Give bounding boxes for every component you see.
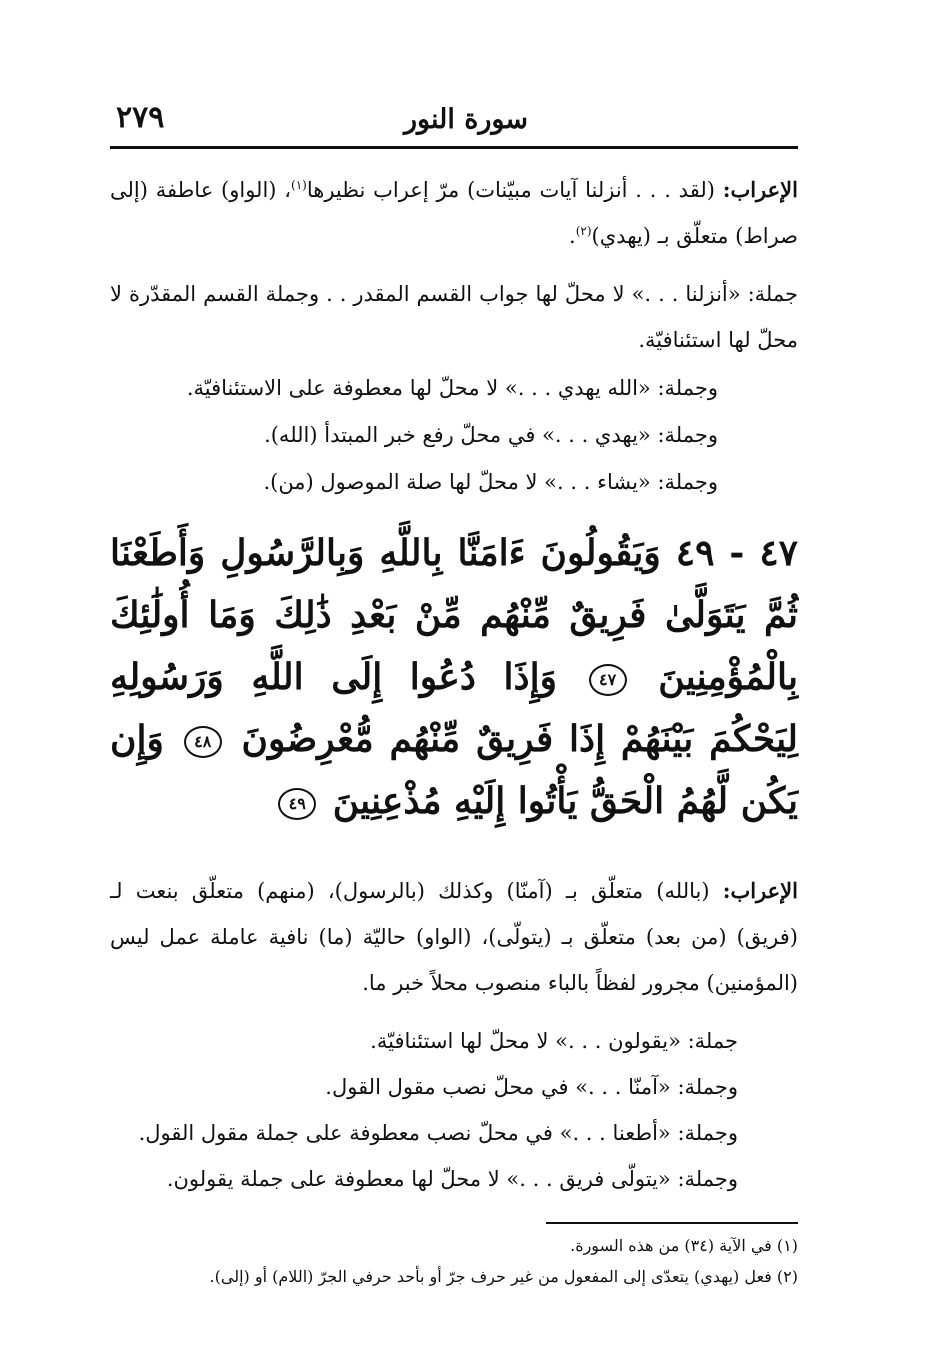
verse-number-marker: ٤٨	[184, 726, 222, 758]
verse-text: وَإِذَا دُعُوا إِلَى اللَّهِ وَرَسُولِهِ لِيَحْكُمَ بَيْنَهُمْ إِذَا فَرِيقٌ مِّنْهُم مُّعْرِضُونَ	[110, 656, 798, 760]
irab-text: .	[569, 224, 576, 248]
footnote-ref-1: (١)	[291, 178, 307, 192]
list-item: وجملة: «آمنّا . . .» في محلّ نصب مقول القول.	[325, 1075, 738, 1099]
surah-title: سورة النور	[403, 104, 528, 135]
verse-text: وَيَقُولُونَ ءَامَنَّا بِاللَّهِ وَبِالرَّسُولِ وَأَطَعْنَا ثُمَّ يَتَوَلَّىٰ فَرِيقٌ مِّنْهُم مِّنْ بَعْدِ ذَٰلِكَ وَمَا أُولَٰئِكَ بِالْمُؤْمِنِينَ	[110, 532, 798, 698]
list-item: وجملة: «أطعنا . . .» في محلّ نصب معطوفة على جملة مقول القول.	[138, 1121, 738, 1145]
jumla-list-1	[110, 365, 718, 506]
footnote-divider	[546, 1222, 798, 1224]
irab-paragraph-1	[110, 167, 798, 259]
list-item: وجملة: «الله يهدي . . .» لا محلّ لها معطوفة على الاستئنافيّة.	[186, 376, 718, 400]
ayah-range: ٤٧ - ٤٩	[675, 532, 798, 574]
list-item: وجملة: «يهدي . . .» في محلّ رفع خبر المبتدأ (الله).	[264, 423, 718, 447]
quran-verses	[110, 522, 798, 832]
jumla-list-2	[110, 1018, 738, 1202]
list-item: وجملة: «يتولّى فريق . . .» لا محلّ لها معطوفة على جملة يقولون.	[166, 1167, 738, 1191]
verse-number-marker: ٤٩	[278, 788, 316, 820]
irab-label: الإعراب:	[722, 878, 798, 903]
book-page	[110, 90, 798, 1292]
irab-text: (لقد . . . أنزلنا آيات مبيّنات) مرّ إعراب نظيرها	[306, 178, 723, 202]
verse-text: وَإِن يَكُن لَّهُمُ الْحَقُّ يَأْتُوا إِلَيْهِ مُذْعِنِينَ	[110, 718, 798, 822]
page-header	[110, 90, 798, 149]
footnote: (١) في الآية (٣٤) من هذه السورة.	[570, 1236, 798, 1255]
irab-label: الإعراب:	[722, 177, 798, 202]
irab-paragraph-2	[110, 868, 798, 1006]
footnotes	[110, 1230, 798, 1292]
footnote: (٢) فعل (يهدي) يتعدّى إلى المفعول من غير حرف جرّ أو بأحد حرفي الجرّ (اللام) أو (إلى).	[209, 1267, 798, 1286]
list-item: جملة: «يقولون . . .» لا محلّ لها استئنافيّة.	[370, 1029, 738, 1053]
list-item: وجملة: «يشاء . . .» لا محلّ لها صلة الموصول (من).	[263, 470, 718, 494]
irab-text: (بالله) متعلّق بـ (آمنّا) وكذلك (بالرسول)، (منهم) متعلّق بنعت لـ (فريق) (من بعد) متعلّق بـ (يتولّى)، (الواو) حاليّة (ما) نافية عاملة عمل ليس (المؤمنين) مجرور لفظاً بالباء منصوب محلاً خبر ما.	[110, 879, 798, 995]
verse-number-marker: ٤٧	[589, 664, 627, 696]
jumla-paragraph: جملة: «أنزلنا . . .» لا محلّ لها جواب القسم المقدر . . وجملة القسم المقدّرة لا محلّ لها استئنافيّة.	[110, 282, 798, 352]
footnote-ref-2: (٢)	[575, 224, 592, 238]
irab-text: ، (الواو) عاطفة (إلى صراط) متعلّق بـ (يهدي)	[110, 178, 798, 248]
page-number: ٢٧٩	[116, 100, 165, 135]
